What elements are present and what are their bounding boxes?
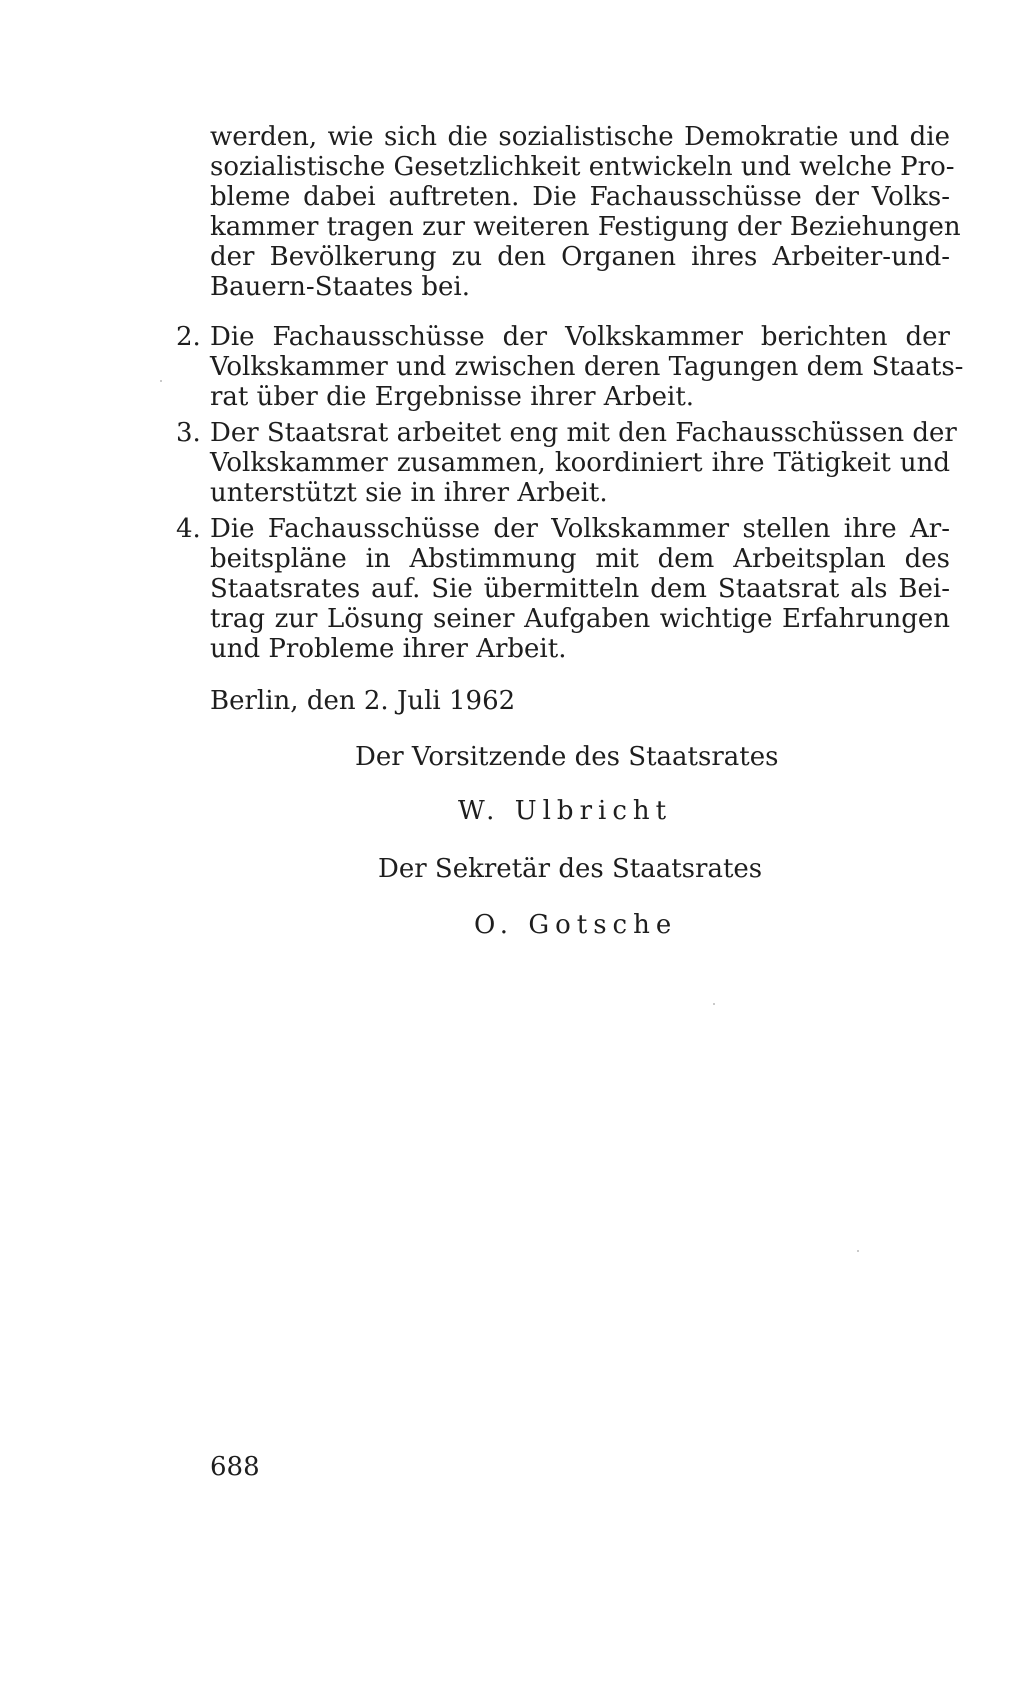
scan-speck <box>160 380 162 382</box>
list-item <box>176 322 964 412</box>
text-line: sozialistische Gesetzlichkeit entwickeln und welche Pro- <box>210 152 955 182</box>
text-line: beitspläne in Abstimmung mit dem Arbeitsplan des <box>210 544 950 574</box>
item-number: 4. <box>176 514 201 544</box>
page-number: 688 <box>210 1452 260 1482</box>
text-line: kammer tragen zur weiteren Festigung der Beziehungen <box>210 212 961 242</box>
text-line: unterstützt sie in ihrer Arbeit. <box>210 478 608 508</box>
text-line: und Probleme ihrer Arbeit. <box>210 634 567 664</box>
secretary-title: Der Sekretär des Staatsrates <box>378 854 763 884</box>
text-line: Volkskammer zusammen, koordiniert ihre Tätigkeit und <box>210 448 950 478</box>
date-line: Berlin, den 2. Juli 1962 <box>210 686 516 716</box>
secretary-name: O. Gotsche <box>474 910 678 940</box>
list-item <box>176 418 957 508</box>
text-line: Bauern-Staates bei. <box>210 272 471 302</box>
text-line: Staatsrates auf. Sie übermitteln dem Staatsrat als Bei- <box>210 574 950 604</box>
text-line: Der Staatsrat arbeitet eng mit den Fachausschüssen der <box>210 418 957 448</box>
text-line: trag zur Lösung seiner Aufgaben wichtige Erfahrungen <box>210 604 950 634</box>
text-line: Volkskammer und zwischen deren Tagungen dem Staats- <box>210 352 964 382</box>
scan-speck <box>713 1003 715 1005</box>
scan-speck <box>857 1250 859 1252</box>
text-line: Die Fachausschüsse der Volkskammer berichten der <box>210 322 950 352</box>
text-line: der Bevölkerung zu den Organen ihres Arbeiter-und- <box>210 242 950 272</box>
item-number: 2. <box>176 322 201 352</box>
chair-name: W. Ulbricht <box>458 796 673 826</box>
chair-title: Der Vorsitzende des Staatsrates <box>355 742 779 772</box>
list-item <box>176 514 950 664</box>
intro-paragraph <box>210 122 961 302</box>
text-line: bleme dabei auftreten. Die Fachausschüsse der Volks- <box>210 182 950 212</box>
item-number: 3. <box>176 418 201 448</box>
text-line: werden, wie sich die sozialistische Demokratie und die <box>210 122 950 152</box>
text-line: Die Fachausschüsse der Volkskammer stellen ihre Ar- <box>210 514 950 544</box>
text-line: rat über die Ergebnisse ihrer Arbeit. <box>210 382 695 412</box>
